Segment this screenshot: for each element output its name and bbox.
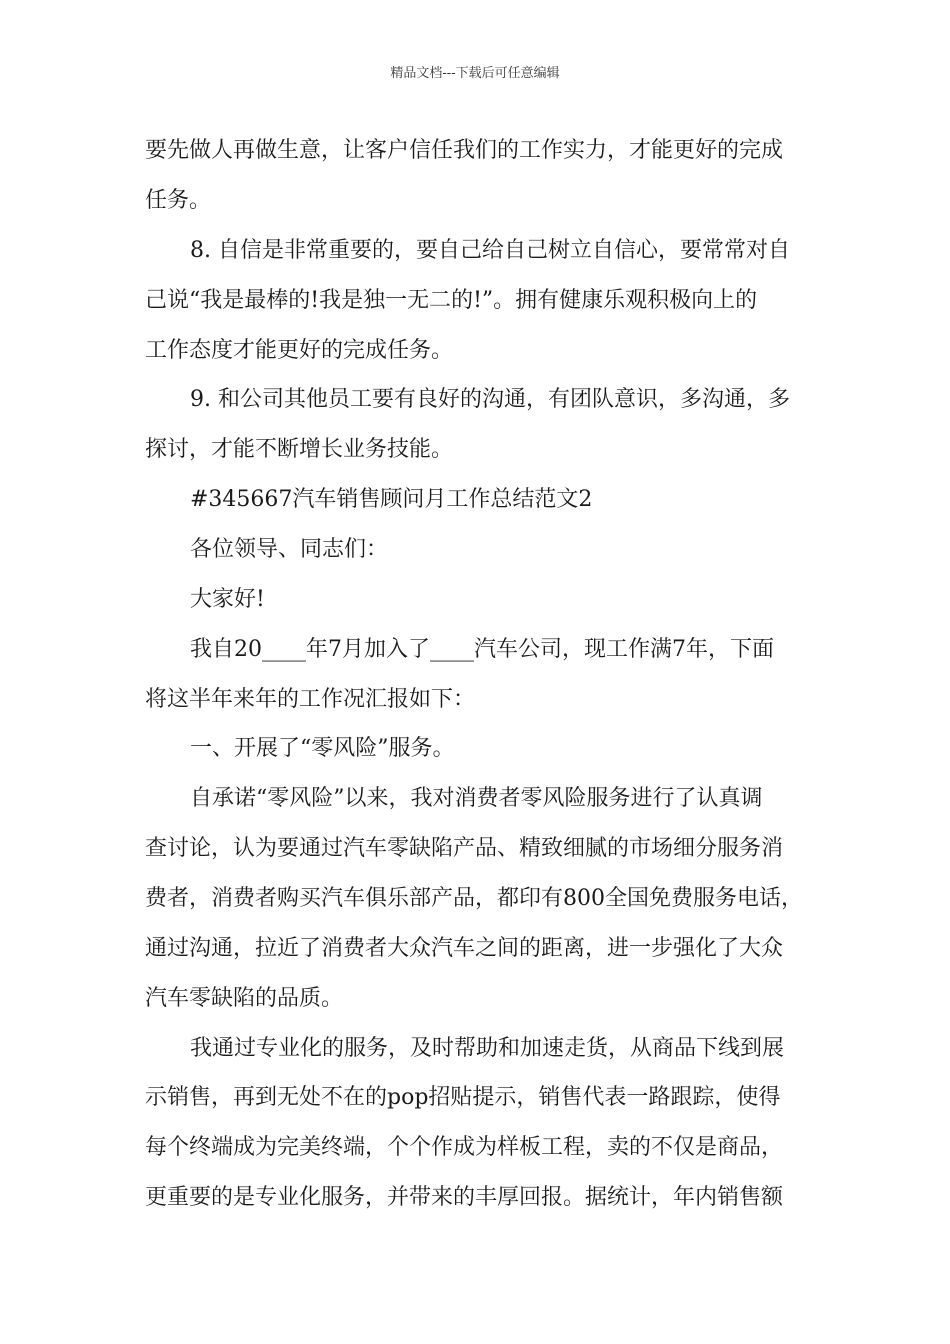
text-line: 通过沟通，拉近了消费者大众汽车之间的距离，进一步强化了大众 bbox=[145, 936, 784, 961]
paragraph-start: 我通过专业化的服务，及时帮助和加速走货，从商品下线到展 bbox=[190, 1036, 785, 1061]
greeting: 大家好! bbox=[190, 587, 265, 612]
text-line: 费者，消费者购买汽车俱乐部产品，都印有800全国免费服务电话， bbox=[145, 886, 803, 911]
section-title: #345667汽车销售顾问月工作总结范文2 bbox=[190, 487, 593, 512]
text-line: 己说“我是最棒的!我是独一无二的!”。拥有健康乐观积极向上的 bbox=[145, 288, 758, 313]
text-line: 汽车零缺陷的品质。 bbox=[145, 986, 344, 1011]
subsection-heading: 一、开展了“零风险”服务。 bbox=[190, 736, 455, 761]
list-item-9: 9. 和公司其他员工要有良好的沟通，有团队意识，多沟通，多 bbox=[190, 387, 790, 412]
text-line: 每个终端成为完美终端，个个作成为样板工程，卖的不仅是商品， bbox=[145, 1135, 784, 1160]
text-line: 工作态度才能更好的完成任务。 bbox=[145, 338, 454, 363]
text-line: 更重要的是专业化服务，并带来的丰厚回报。据统计，年内销售额 bbox=[145, 1185, 784, 1210]
salutation: 各位领导、同志们： bbox=[190, 537, 389, 562]
paragraph-start: 自承诺“零风险”以来，我对消费者零风险服务进行了认真调 bbox=[190, 786, 763, 811]
text-line: 查讨论，认为要通过汽车零缺陷产品、精致细腻的市场细分服务消 bbox=[145, 836, 784, 861]
text-line: 探讨，才能不断增长业务技能。 bbox=[145, 437, 454, 462]
page-header: 精品文档---下载后可任意编辑 bbox=[390, 66, 560, 81]
text-line: 示销售，再到无处不在的pop招贴提示，销售代表一路跟踪，使得 bbox=[145, 1085, 781, 1110]
paragraph-start: 我自20____年7月加入了____汽车公司，现工作满7年，下面 bbox=[190, 637, 774, 662]
text-line: 将这半年来年的工作况汇报如下： bbox=[145, 687, 476, 712]
text-line: 要先做人再做生意，让客户信任我们的工作实力，才能更好的完成 bbox=[145, 138, 784, 163]
text-line: 任务。 bbox=[145, 188, 212, 213]
list-item-8: 8. 自信是非常重要的，要自己给自己树立自信心，要常常对自 bbox=[190, 238, 790, 263]
